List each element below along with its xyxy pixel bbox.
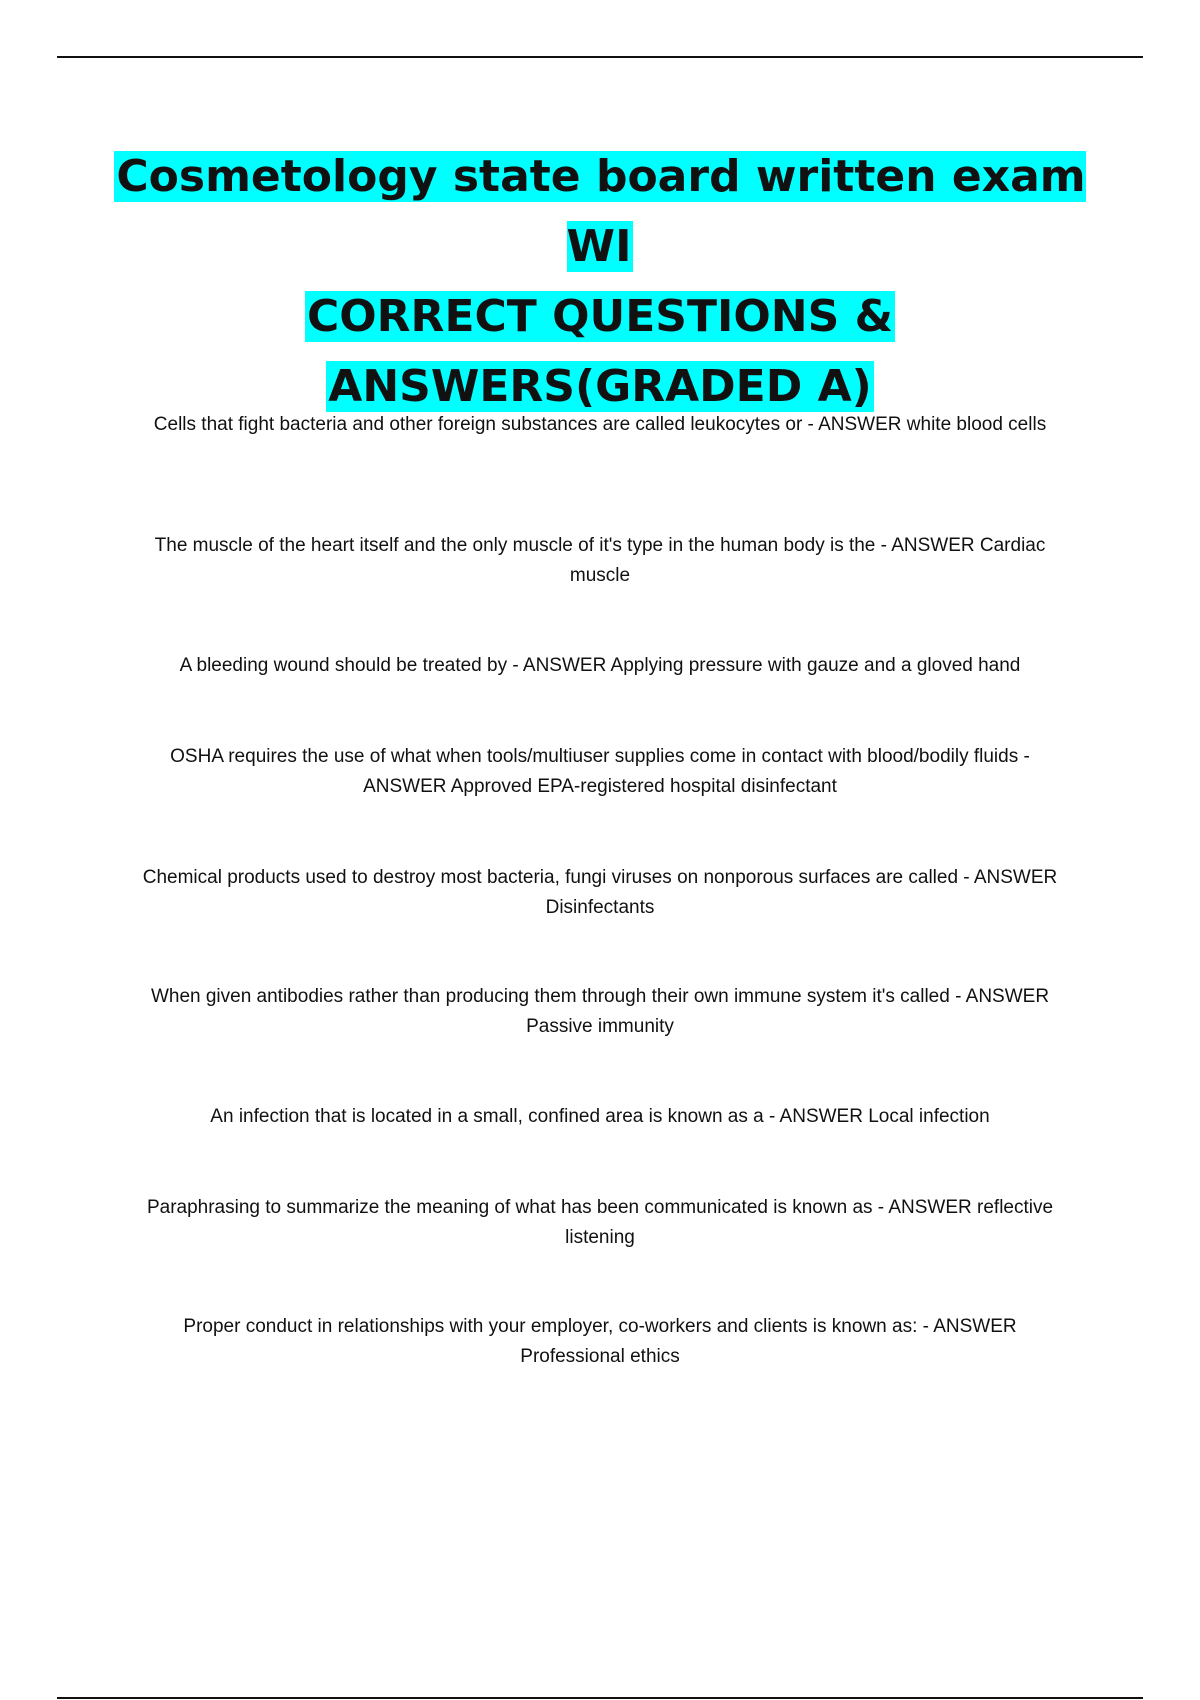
qa-item-8: Paraphrasing to summarize the meaning of what has been communicated is known as - ANSWER reflective listening <box>146 1197 1054 1248</box>
qa-item-2: The muscle of the heart itself and the only muscle of it's type in the human body is the - ANSWER Cardiac muscle <box>154 535 1046 586</box>
title-line-3: ANSWERS(GRADED A) <box>328 361 872 412</box>
title-line-1: Cosmetology state board written exam WI <box>116 151 1086 272</box>
document-title <box>100 142 1100 422</box>
qa-item-3: A bleeding wound should be treated by - ANSWER Applying pressure with gauze and a gloved hand <box>179 655 1021 676</box>
qa-item-4: OSHA requires the use of what when tools/multiuser supplies come in contact with blood/bodily fluids - ANSWER Approved EPA-registered hospital disinfectant <box>170 746 1030 797</box>
qa-item-9: Proper conduct in relationships with your employer, co-workers and clients is known as: - ANSWER Professional ethics <box>183 1316 1017 1367</box>
qa-item-6: When given antibodies rather than producing them through their own immune system it's called - ANSWER Passive immunity <box>150 986 1050 1037</box>
bottom-rule <box>57 1697 1143 1699</box>
title-line-2: CORRECT QUESTIONS & <box>306 291 893 342</box>
qa-item-5: Chemical products used to destroy most bacteria, fungi viruses on nonporous surfaces are called - ANSWER Disinfectants <box>142 867 1058 918</box>
qa-item-7: An infection that is located in a small, confined area is known as a - ANSWER Local infection <box>210 1106 990 1127</box>
qa-item-1: Cells that fight bacteria and other foreign substances are called leukocytes or - ANSWER white blood cells <box>153 414 1047 435</box>
top-rule <box>57 56 1143 58</box>
